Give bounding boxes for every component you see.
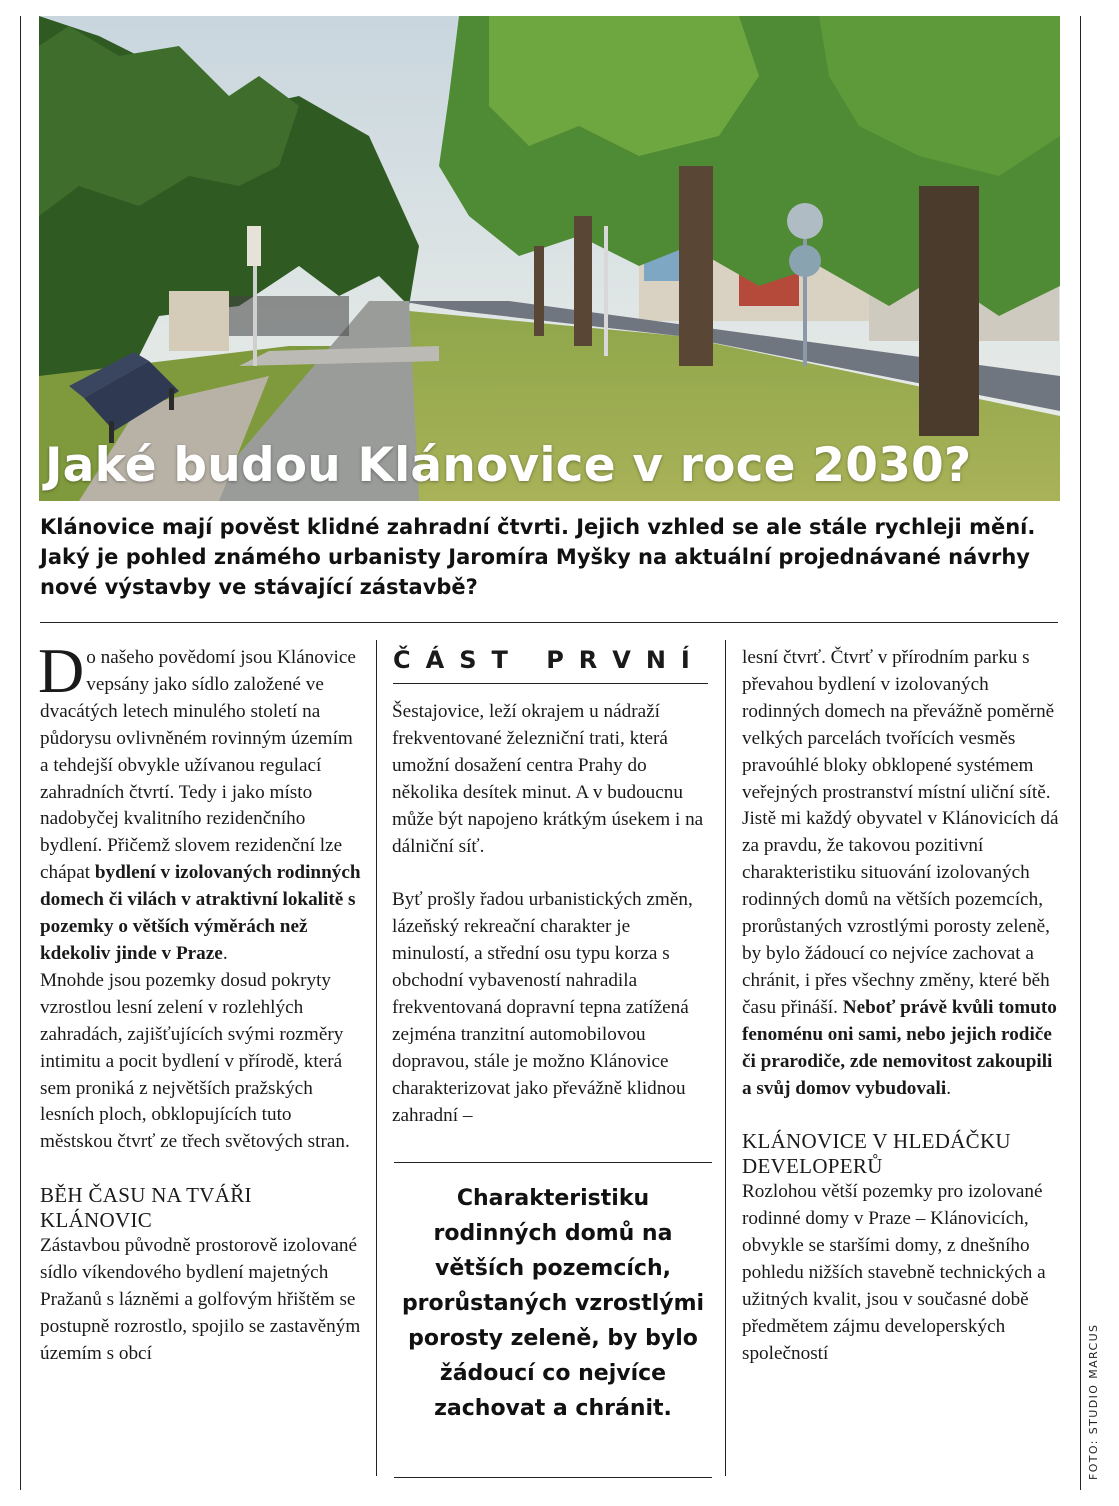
column-3 [742, 645, 1062, 1368]
hero-photo [39, 16, 1060, 501]
article-title: Jaké budou Klánovice v roce 2030? [45, 438, 972, 493]
pull-quote: Charakteristiku rodinných domů na větších pozemcích, prorůstaných vzrostlými porosty zeleně, by bylo žádoucí co nejvíce zachovat a chránit. [401, 1186, 705, 1421]
section-label: ČÁST PRVNÍ [393, 646, 705, 674]
column-rule-1 [376, 640, 377, 1476]
article-lead: Klánovice mají pověst klidné zahradní čtvrti. Jejich vzhled se ale stále rychleji mění. Jaký je pohled známého urbanisty Jaromíra Myšky na aktuální projednávané návrhy nové výstavby ve stávající zástavbě? [40, 515, 1036, 599]
section-underline [393, 683, 708, 684]
col2-paragraph-2: Byť prošly řadou urbanistických změn, lázeňský rekreační charakter je minulostí, a střední osu typu korza s obchodní vybaveností nahradila frekventovaná dopravní tepna zatížená zejména tranzitní automobilovou dopravou, stále je možno Klánovice charakterizovat jako převážně klidnou zahradní – [392, 889, 693, 1126]
col1-subheading: BĚH ČASU NA TVÁŘI KLÁNOVIC [40, 1183, 252, 1233]
photo-credit: FOTO: STUDIO MARCUS [1087, 1323, 1100, 1480]
pullquote-rule-top [394, 1162, 712, 1163]
lead-divider [40, 622, 1058, 623]
col1-paragraph-2: Mnohde jsou pozemky dosud pokryty vzrostlou lesní zelení v rozlehlých zahradách, zajišťujících svými rozměry intimitu a pocit bydlení v přírodě, která sem proniká z největších pražských lesních ploch, obklopujících tuto městskou čtvrť ze třech světových stran. [40, 969, 350, 1153]
col2-paragraph-1: Šestajovice, leží okrajem u nádraží frekventované železniční trati, která umožní dosažení centra Prahy do několika desítek minut. A v budoucnu může být napojeno krátkým úsekem i na dálniční síť. [392, 701, 704, 857]
column-2 [392, 699, 704, 1130]
col3-paragraph-3: Rozlohou větší pozemky pro izolované rodinné domy v Praze – Klánovicích, obvykle se staršími domy, z dnešního pohledu nižších stavebně technických a užitných kvalit, jsou v současné době předmětem zájmu developerských společností [742, 1181, 1046, 1364]
column-1 [38, 635, 366, 1368]
column-rule-2 [725, 640, 726, 1476]
page-border-left [20, 16, 21, 1490]
col3-paragraph-2: Jistě mi každý obyvatel v Klánovicích dá za pravdu, že takovou pozitivní charakteristiku situování izolovaných rodinných domů na větších pozemcích, prorůstaných vzrostlými porosty zeleně, by bylo žádoucí co nejvíce zachovat a chránit, i přes všechny změny, které běh času přináší. Neboť právě kvůli tomuto fenoménu oni sami, nebo jejich rodiče či prarodiče, zde nemovitost zakoupili a svůj domov vybudovali. [742, 808, 1059, 1099]
col1-paragraph-3: Zástavbou původně prostorově izolované sídlo víkendového bydlení majetných Pražanů s lázněmi a golfovým hřištěm se postupně rozrostlo, spojilo se zastavěným územím s obcí [40, 1235, 361, 1364]
col3-subheading: KLÁNOVICE V HLEDÁČKU DEVELOPERŮ [742, 1129, 1011, 1179]
drop-cap: D [38, 635, 85, 706]
col1-paragraph-1: Do našeho povědomí jsou Klánovice vepsány jako sídlo založené ve dvacátých letech minulého století na půdorysu ovlivněném rovinným územím a tehdejší obvykle užívanou regulací zahradních čtvrtí. Tedy i jako místo nadobyčej kvalitního rezidenčního bydlení. Přičemž slovem rezidenční lze chápat bydlení v izolovaných rodinných domech či vilách v atraktivní lokalitě s pozemky o větších výměrách než kdekoliv jinde v Praze. [38, 635, 361, 964]
col3-paragraph-1: lesní čtvrť. Čtvrť v přírodním parku s převahou bydlení v izolovaných rodinných domech na převážně poměrně velkých parcelách tvořících vesměs pravoúhlé bloky obklopené systémem veřejných prostranství místní uliční sítě. [742, 647, 1055, 803]
page-border-right [1080, 16, 1081, 1490]
pullquote-rule-bottom [394, 1477, 712, 1478]
